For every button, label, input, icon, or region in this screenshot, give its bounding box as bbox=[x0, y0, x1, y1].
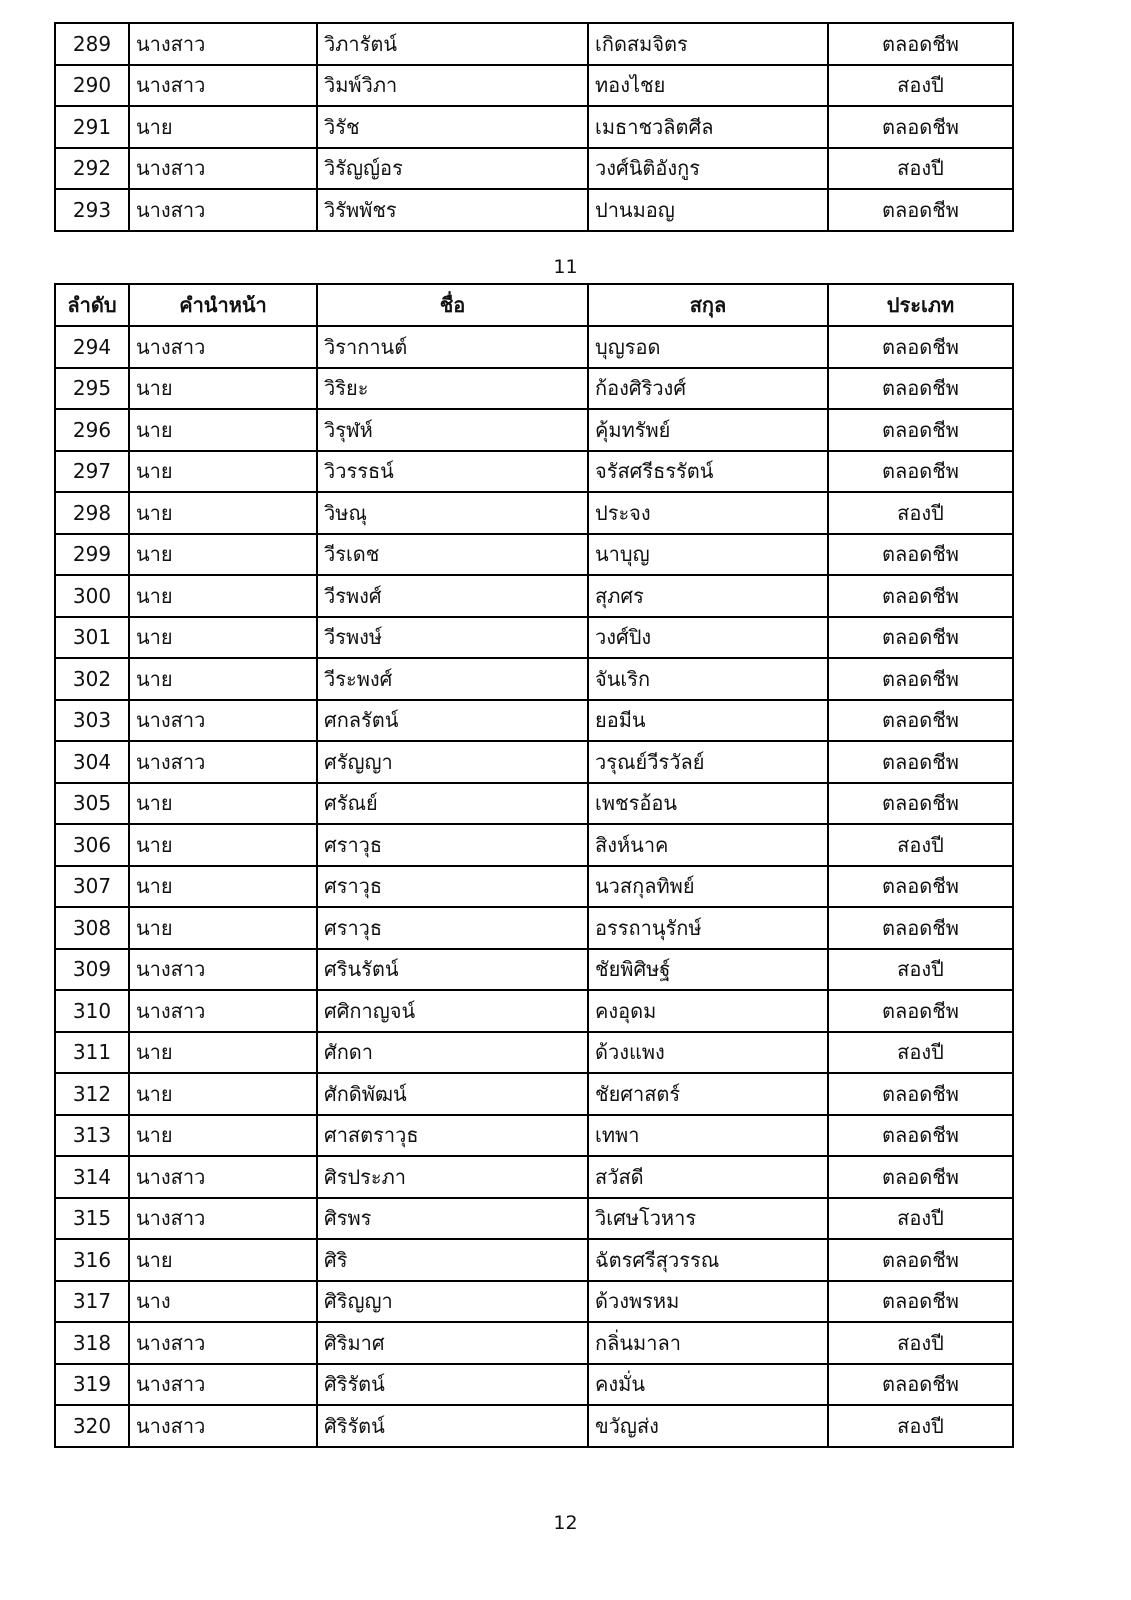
cell-type: ตลอดชีพ bbox=[828, 106, 1013, 148]
cell-prefix: นางสาว bbox=[129, 1364, 317, 1406]
table-row bbox=[55, 907, 1013, 949]
cell-type: ตลอดชีพ bbox=[828, 741, 1013, 783]
cell-first-name: ศิริรัตน์ bbox=[317, 1364, 588, 1406]
cell-type: สองปี bbox=[828, 1405, 1013, 1447]
cell-type: สองปี bbox=[828, 949, 1013, 991]
cell-first-name: วิริยะ bbox=[317, 368, 588, 410]
cell-order: 309 bbox=[55, 949, 129, 991]
cell-last-name: สวัสดี bbox=[588, 1156, 828, 1198]
table-row bbox=[55, 148, 1013, 190]
cell-last-name: ทองไชย bbox=[588, 65, 828, 107]
cell-order: 300 bbox=[55, 575, 129, 617]
table-row bbox=[55, 1073, 1013, 1115]
cell-prefix: นาย bbox=[129, 824, 317, 866]
cell-last-name: ด้วงพรหม bbox=[588, 1281, 828, 1323]
cell-first-name: วีรพงศ์ bbox=[317, 575, 588, 617]
cell-type: ตลอดชีพ bbox=[828, 1364, 1013, 1406]
cell-first-name: วีรเดช bbox=[317, 534, 588, 576]
cell-prefix: นางสาว bbox=[129, 990, 317, 1032]
cell-first-name: ศิรประภา bbox=[317, 1156, 588, 1198]
cell-last-name: สุภศร bbox=[588, 575, 828, 617]
cell-first-name: ศกลรัตน์ bbox=[317, 700, 588, 742]
header-type: ประเภท bbox=[828, 284, 1013, 326]
cell-type: ตลอดชีพ bbox=[828, 534, 1013, 576]
table-row bbox=[55, 1156, 1013, 1198]
cell-prefix: นาย bbox=[129, 575, 317, 617]
cell-order: 315 bbox=[55, 1198, 129, 1240]
table-row bbox=[55, 575, 1013, 617]
page-number: 12 bbox=[553, 1512, 578, 1534]
cell-order: 318 bbox=[55, 1322, 129, 1364]
cell-type: สองปี bbox=[828, 1032, 1013, 1074]
cell-first-name: วิภารัตน์ bbox=[317, 23, 588, 65]
cell-first-name: ศักดิพัฒน์ bbox=[317, 1073, 588, 1115]
cell-prefix: นางสาว bbox=[129, 65, 317, 107]
cell-last-name: ยอมีน bbox=[588, 700, 828, 742]
cell-order: 289 bbox=[55, 23, 129, 65]
cell-first-name: ศิริรัตน์ bbox=[317, 1405, 588, 1447]
table-row bbox=[55, 1364, 1013, 1406]
cell-order: 301 bbox=[55, 617, 129, 659]
cell-prefix: นาย bbox=[129, 1115, 317, 1157]
cell-order: 316 bbox=[55, 1239, 129, 1281]
cell-last-name: ปานมอญ bbox=[588, 189, 828, 231]
cell-type: ตลอดชีพ bbox=[828, 409, 1013, 451]
cell-prefix: นาย bbox=[129, 1073, 317, 1115]
cell-prefix: นาย bbox=[129, 409, 317, 451]
cell-type: สองปี bbox=[828, 1322, 1013, 1364]
cell-order: 297 bbox=[55, 451, 129, 493]
table-row bbox=[55, 326, 1013, 368]
cell-first-name: ศรัญญา bbox=[317, 741, 588, 783]
table-row bbox=[55, 1281, 1013, 1323]
cell-last-name: วิเศษโวหาร bbox=[588, 1198, 828, 1240]
cell-type: ตลอดชีพ bbox=[828, 23, 1013, 65]
table-row bbox=[55, 106, 1013, 148]
table-row bbox=[55, 1115, 1013, 1157]
cell-first-name: ศิริมาศ bbox=[317, 1322, 588, 1364]
cell-order: 308 bbox=[55, 907, 129, 949]
table-row bbox=[55, 658, 1013, 700]
cell-first-name: ศิรพร bbox=[317, 1198, 588, 1240]
cell-prefix: นางสาว bbox=[129, 1156, 317, 1198]
roster-table-continued bbox=[54, 22, 1014, 232]
cell-type: ตลอดชีพ bbox=[828, 1156, 1013, 1198]
cell-order: 299 bbox=[55, 534, 129, 576]
cell-type: ตลอดชีพ bbox=[828, 451, 1013, 493]
cell-order: 290 bbox=[55, 65, 129, 107]
cell-last-name: คุ้มทรัพย์ bbox=[588, 409, 828, 451]
table-row bbox=[55, 409, 1013, 451]
cell-type: ตลอดชีพ bbox=[828, 617, 1013, 659]
cell-last-name: ก้องศิริวงศ์ bbox=[588, 368, 828, 410]
cell-prefix: นาย bbox=[129, 866, 317, 908]
cell-first-name: ศิริญญา bbox=[317, 1281, 588, 1323]
cell-type: ตลอดชีพ bbox=[828, 368, 1013, 410]
cell-first-name: วิมพ์วิภา bbox=[317, 65, 588, 107]
cell-last-name: ขวัญส่ง bbox=[588, 1405, 828, 1447]
cell-first-name: ศศิกาญจน์ bbox=[317, 990, 588, 1032]
cell-type: ตลอดชีพ bbox=[828, 1073, 1013, 1115]
cell-order: 304 bbox=[55, 741, 129, 783]
cell-prefix: นาย bbox=[129, 907, 317, 949]
cell-prefix: นาย bbox=[129, 617, 317, 659]
cell-type: ตลอดชีพ bbox=[828, 907, 1013, 949]
roster-table bbox=[54, 283, 1014, 1448]
cell-type: สองปี bbox=[828, 148, 1013, 190]
cell-type: ตลอดชีพ bbox=[828, 700, 1013, 742]
cell-order: 303 bbox=[55, 700, 129, 742]
cell-first-name: ศักดา bbox=[317, 1032, 588, 1074]
cell-last-name: อรรถานุรักษ์ bbox=[588, 907, 828, 949]
cell-first-name: วิรัญญ์อร bbox=[317, 148, 588, 190]
cell-order: 312 bbox=[55, 1073, 129, 1115]
cell-type: สองปี bbox=[828, 492, 1013, 534]
cell-last-name: สิงห์นาค bbox=[588, 824, 828, 866]
cell-first-name: วีระพงศ์ bbox=[317, 658, 588, 700]
table-row bbox=[55, 492, 1013, 534]
cell-prefix: นาย bbox=[129, 451, 317, 493]
cell-last-name: คงมั่น bbox=[588, 1364, 828, 1406]
cell-type: ตลอดชีพ bbox=[828, 575, 1013, 617]
table-row bbox=[55, 65, 1013, 107]
cell-first-name: ศรัณย์ bbox=[317, 783, 588, 825]
cell-last-name: ประจง bbox=[588, 492, 828, 534]
cell-order: 319 bbox=[55, 1364, 129, 1406]
cell-prefix: นาย bbox=[129, 1032, 317, 1074]
cell-prefix: นางสาว bbox=[129, 189, 317, 231]
table-row bbox=[55, 866, 1013, 908]
table-row bbox=[55, 617, 1013, 659]
cell-type: ตลอดชีพ bbox=[828, 1281, 1013, 1323]
table-row bbox=[55, 534, 1013, 576]
cell-type: ตลอดชีพ bbox=[828, 1115, 1013, 1157]
table-body bbox=[55, 326, 1013, 1447]
table-row bbox=[55, 990, 1013, 1032]
table-row bbox=[55, 23, 1013, 65]
cell-prefix: นางสาว bbox=[129, 326, 317, 368]
cell-prefix: นาย bbox=[129, 1239, 317, 1281]
table-row bbox=[55, 700, 1013, 742]
header-order: ลำดับ bbox=[55, 284, 129, 326]
cell-order: 306 bbox=[55, 824, 129, 866]
cell-last-name: นาบุญ bbox=[588, 534, 828, 576]
cell-first-name: ศิริ bbox=[317, 1239, 588, 1281]
cell-first-name: ศราวุธ bbox=[317, 824, 588, 866]
table-body bbox=[55, 23, 1013, 231]
cell-type: ตลอดชีพ bbox=[828, 658, 1013, 700]
cell-type: สองปี bbox=[828, 65, 1013, 107]
cell-type: ตลอดชีพ bbox=[828, 1239, 1013, 1281]
cell-prefix: นางสาว bbox=[129, 1322, 317, 1364]
cell-prefix: นาย bbox=[129, 783, 317, 825]
cell-first-name: วิรุฬห์ bbox=[317, 409, 588, 451]
cell-type: สองปี bbox=[828, 1198, 1013, 1240]
cell-type: ตลอดชีพ bbox=[828, 326, 1013, 368]
cell-first-name: วิรัช bbox=[317, 106, 588, 148]
cell-prefix: นาย bbox=[129, 534, 317, 576]
table-row bbox=[55, 368, 1013, 410]
cell-prefix: นางสาว bbox=[129, 741, 317, 783]
cell-prefix: นาย bbox=[129, 368, 317, 410]
cell-prefix: นางสาว bbox=[129, 1198, 317, 1240]
cell-last-name: เกิดสมจิตร bbox=[588, 23, 828, 65]
cell-prefix: นางสาว bbox=[129, 148, 317, 190]
cell-order: 307 bbox=[55, 866, 129, 908]
cell-first-name: วิษณุ bbox=[317, 492, 588, 534]
table-header bbox=[55, 284, 1013, 326]
cell-last-name: วงศ์ปิง bbox=[588, 617, 828, 659]
cell-prefix: นาย bbox=[129, 492, 317, 534]
cell-first-name: ศราวุธ bbox=[317, 907, 588, 949]
cell-first-name: วิรากานต์ bbox=[317, 326, 588, 368]
table-row bbox=[55, 741, 1013, 783]
cell-order: 310 bbox=[55, 990, 129, 1032]
table-row bbox=[55, 1032, 1013, 1074]
cell-last-name: ฉัตรศรีสุวรรณ bbox=[588, 1239, 828, 1281]
cell-order: 298 bbox=[55, 492, 129, 534]
cell-order: 302 bbox=[55, 658, 129, 700]
cell-prefix: นางสาว bbox=[129, 1405, 317, 1447]
cell-last-name: วรุณย์วีรวัลย์ bbox=[588, 741, 828, 783]
table-row bbox=[55, 1322, 1013, 1364]
cell-order: 292 bbox=[55, 148, 129, 190]
cell-last-name: นวสกุลทิพย์ bbox=[588, 866, 828, 908]
cell-last-name: เมธาชวลิตศีล bbox=[588, 106, 828, 148]
cell-order: 293 bbox=[55, 189, 129, 231]
table-row bbox=[55, 1239, 1013, 1281]
cell-order: 305 bbox=[55, 783, 129, 825]
table-row bbox=[55, 824, 1013, 866]
cell-type: ตลอดชีพ bbox=[828, 990, 1013, 1032]
cell-last-name: จันเริก bbox=[588, 658, 828, 700]
cell-prefix: นางสาว bbox=[129, 949, 317, 991]
header-first-name: ชื่อ bbox=[317, 284, 588, 326]
cell-order: 295 bbox=[55, 368, 129, 410]
cell-first-name: วิวรรธน์ bbox=[317, 451, 588, 493]
cell-last-name: ด้วงแพง bbox=[588, 1032, 828, 1074]
table-row bbox=[55, 783, 1013, 825]
cell-first-name: วีรพงษ์ bbox=[317, 617, 588, 659]
cell-order: 311 bbox=[55, 1032, 129, 1074]
cell-last-name: วงศ์นิติอังกูร bbox=[588, 148, 828, 190]
cell-last-name: กลิ่นมาลา bbox=[588, 1322, 828, 1364]
cell-first-name: วิรัพพัชร bbox=[317, 189, 588, 231]
cell-order: 294 bbox=[55, 326, 129, 368]
cell-prefix: นาง bbox=[129, 1281, 317, 1323]
cell-type: ตลอดชีพ bbox=[828, 189, 1013, 231]
header-row bbox=[55, 284, 1013, 326]
cell-order: 313 bbox=[55, 1115, 129, 1157]
table-row bbox=[55, 189, 1013, 231]
cell-last-name: ชัยศาสตร์ bbox=[588, 1073, 828, 1115]
cell-last-name: เทพา bbox=[588, 1115, 828, 1157]
page-number: 11 bbox=[553, 256, 578, 278]
cell-type: ตลอดชีพ bbox=[828, 866, 1013, 908]
cell-prefix: นางสาว bbox=[129, 700, 317, 742]
cell-type: ตลอดชีพ bbox=[828, 783, 1013, 825]
cell-last-name: บุญรอด bbox=[588, 326, 828, 368]
cell-prefix: นาย bbox=[129, 658, 317, 700]
cell-order: 314 bbox=[55, 1156, 129, 1198]
cell-order: 296 bbox=[55, 409, 129, 451]
table-row bbox=[55, 949, 1013, 991]
cell-first-name: ศรินรัตน์ bbox=[317, 949, 588, 991]
cell-order: 317 bbox=[55, 1281, 129, 1323]
cell-first-name: ศราวุธ bbox=[317, 866, 588, 908]
table-row bbox=[55, 1198, 1013, 1240]
cell-first-name: ศาสตราวุธ bbox=[317, 1115, 588, 1157]
header-last-name: สกุล bbox=[588, 284, 828, 326]
header-prefix: คำนำหน้า bbox=[129, 284, 317, 326]
cell-last-name: ชัยพิศิษฐ์ bbox=[588, 949, 828, 991]
cell-last-name: คงอุดม bbox=[588, 990, 828, 1032]
cell-order: 291 bbox=[55, 106, 129, 148]
cell-order: 320 bbox=[55, 1405, 129, 1447]
cell-last-name: เพชรอ้อน bbox=[588, 783, 828, 825]
cell-prefix: นางสาว bbox=[129, 23, 317, 65]
table-row bbox=[55, 451, 1013, 493]
table-row bbox=[55, 1405, 1013, 1447]
cell-type: สองปี bbox=[828, 824, 1013, 866]
cell-last-name: จรัสศรีธรรัตน์ bbox=[588, 451, 828, 493]
cell-prefix: นาย bbox=[129, 106, 317, 148]
